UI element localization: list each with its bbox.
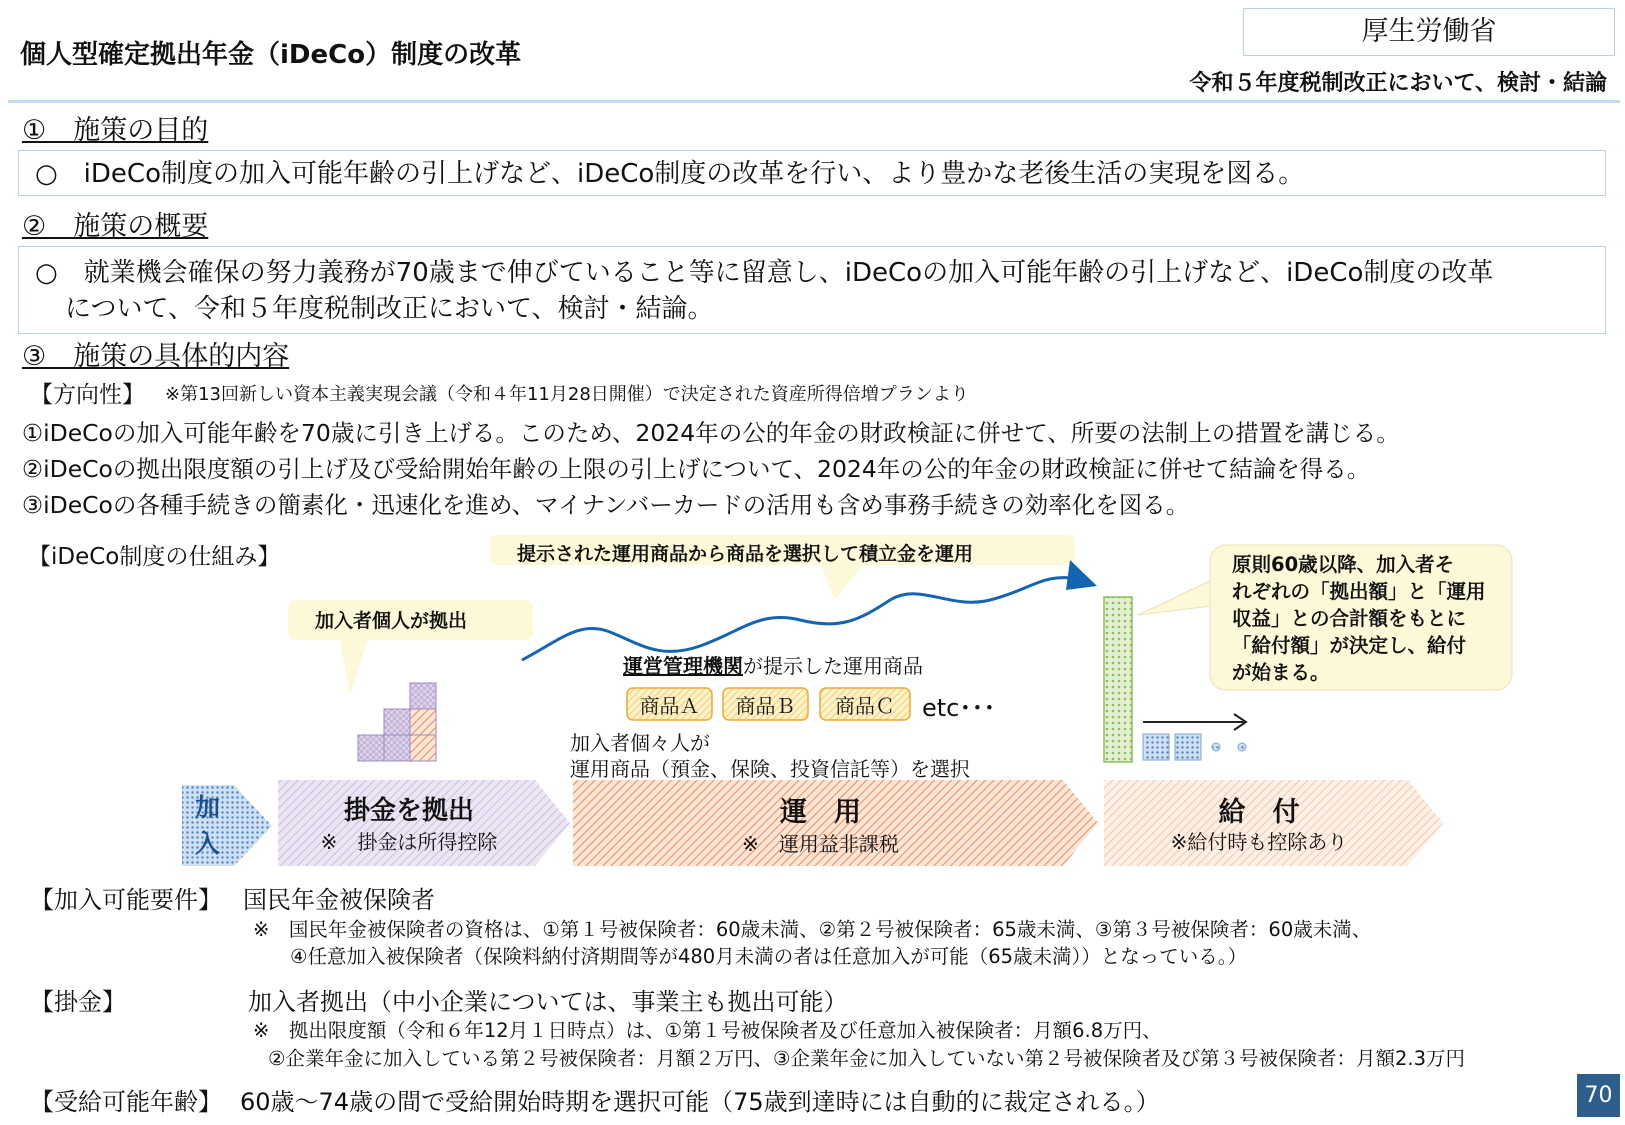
- products-etc: etc･･･: [922, 694, 996, 722]
- stage-benefit-title: 給 付: [1218, 797, 1300, 828]
- growth-wave-arrow: [522, 578, 1072, 660]
- stage-join-char2: 入: [195, 829, 221, 858]
- stage-contrib-title: 掛金を拠出: [343, 796, 474, 826]
- section2-heading: ② 施策の概要: [22, 211, 209, 242]
- contrib-note-1: ※ 拠出限度額（令和６年12月１日時点）は、①第１号被保険者及び任意加入被保険者：月額6.8万円、: [253, 1019, 1162, 1042]
- select-line-1: 加入者個々人が: [570, 731, 710, 755]
- select-line-2: 運用商品（預金、保険、投資信託等）を選択: [570, 757, 970, 781]
- product-c: 商品Ｃ: [835, 694, 895, 718]
- eligibility-value: 国民年金被保険者: [243, 886, 435, 914]
- callout-top-text: 提示された運用商品から商品を選択して積立金を運用: [517, 543, 974, 565]
- measure-item-3: ③iDeCoの各種手続きの簡素化・迅速化を進め、マイナンバーカードの活用も含め事務手続きの効率化を図る。: [22, 491, 1190, 519]
- stage-join-text: [195, 790, 220, 862]
- contrib-label: 【掛金】: [30, 988, 126, 1016]
- accumulated-assets-bar: [1104, 597, 1132, 762]
- direction-label: 【方向性】: [30, 382, 145, 408]
- provider-name: 運営管理機関: [623, 654, 743, 678]
- callout-right-line5: が始まる。: [1232, 661, 1330, 684]
- section2-line1: ○ 就業機会確保の努力義務が70歳まで伸びていること等に留意し、iDeCoの加入可能年齢の引上げなど、iDeCo制度の改革: [35, 258, 1494, 288]
- callout-left-text: 加入者個人が拠出: [315, 610, 468, 632]
- callout-right-line3: 収益」との合計額をもとに: [1232, 607, 1467, 630]
- stage-contrib-note: ※ 掛金は所得控除: [320, 830, 498, 854]
- payout-blocks: [1143, 734, 1246, 760]
- product-b: 商品Ｂ: [735, 694, 796, 718]
- page-number: 70: [1577, 1074, 1620, 1117]
- stage-invest-title: 運 用: [780, 797, 861, 828]
- contribution-staircase: [358, 683, 436, 761]
- section3-heading: ③ 施策の具体的内容: [22, 341, 290, 372]
- eligibility-label: 【加入可能要件】: [30, 886, 222, 914]
- callout-right-line4: 「給付額」が決定し、給付: [1232, 634, 1467, 657]
- contrib-value: 加入者拠出（中小企業については、事業主も拠出可能）: [248, 988, 848, 1016]
- tax-reform-note: 令和５年度税制改正において、検討・結論: [1189, 71, 1607, 96]
- section1-text: ○ iDeCo制度の加入可能年齢の引上げなど、iDeCo制度の改革を行い、より豊かな老後生活の実現を図る。: [35, 159, 1305, 189]
- wave-arrowhead: [1066, 560, 1097, 590]
- eligibility-note-2: ④任意加入被保険者（保険料納付済期間等が480月未満の者は任意加入が可能（65歳未満））となっている。）: [290, 945, 1248, 968]
- direction-note: ※第13回新しい資本主義実現会議（令和４年11月28日開催）で決定された資産所得倍増プランより: [165, 384, 969, 405]
- stage-invest-note: ※ 運用益非課税: [742, 832, 899, 856]
- provider-line: [623, 650, 923, 679]
- measure-item-1: ①iDeCoの加入可能年齢を70歳に引き上げる。このため、2024年の公的年金の財政検証に併せて、所要の法制上の措置を講じる。: [22, 419, 1400, 447]
- callout-right-text: [1232, 551, 1486, 686]
- age-label: 【受給可能年齢】: [30, 1088, 222, 1116]
- measure-item-2: ②iDeCoの拠出限度額の引上げ及び受給開始年齢の上限の引上げについて、2024年の公的年金の財政検証に併せて結論を得る。: [22, 455, 1371, 483]
- callout-right-line2: れぞれの「拠出額」と「運用: [1232, 580, 1486, 603]
- callout-right-line1: 原則60歳以降、加入者そ: [1232, 553, 1455, 576]
- product-a: 商品Ａ: [639, 694, 700, 718]
- stage-benefit-note: ※給付時も控除あり: [1170, 830, 1348, 854]
- section1-heading: ① 施策の目的: [22, 115, 209, 146]
- section2-line2: について、令和５年度税制改正において、検討・結論。: [65, 294, 714, 324]
- page-title: 個人型確定拠出年金（iDeCo）制度の改革: [20, 40, 522, 70]
- age-value: 60歳～74歳の間で受給開始時期を選択可能（75歳到達時には自動的に裁定される。）: [240, 1088, 1160, 1116]
- contrib-note-2: ②企業年金に加入している第２号被保険者：月額２万円、③企業年金に加入していない第２号被保険者及び第３号被保険者：月額2.3万円: [268, 1047, 1465, 1070]
- ministry-badge: 厚生労働省: [1243, 8, 1615, 56]
- mechanism-label: 【iDeCo制度の仕組み】: [28, 544, 281, 570]
- eligibility-note-1: ※ 国民年金被保険者の資格は、①第１号被保険者：60歳未満、②第２号被保険者：65歳未満、③第３号被保険者：60歳未満、: [253, 918, 1372, 941]
- stage-join-char1: 加: [195, 793, 221, 822]
- provider-rest: が提示した運用商品: [743, 654, 923, 678]
